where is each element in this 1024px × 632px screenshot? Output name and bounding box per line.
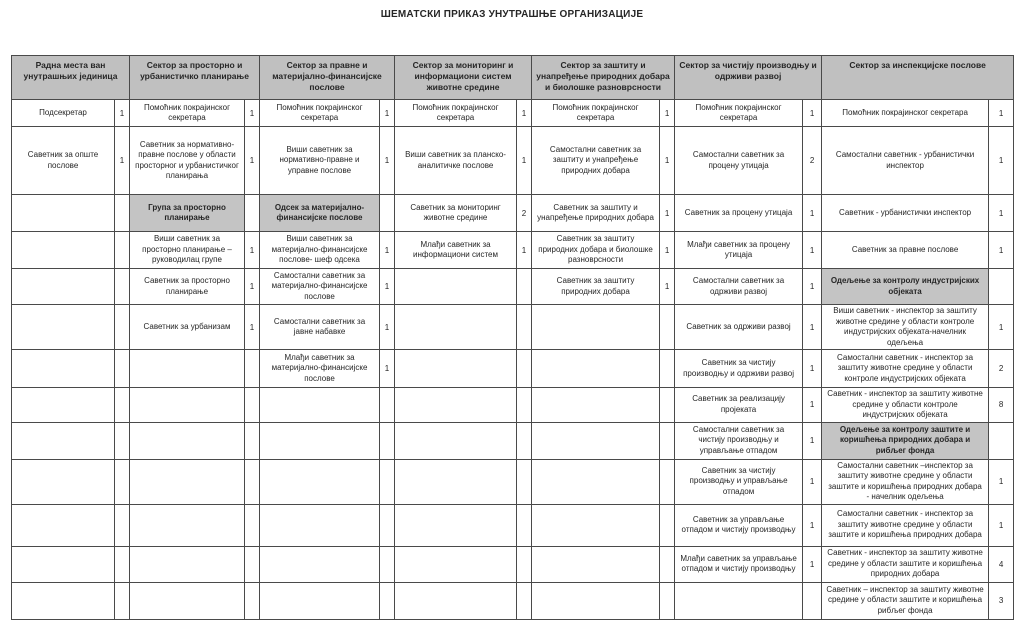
job-title-cell: Самостални саветник - инспектор за заштиту животне средине у области контроле индустријских објеката (822, 350, 989, 388)
headcount-cell: 2 (989, 350, 1014, 388)
headcount-cell: 1 (245, 127, 260, 195)
job-title-cell: Саветник за заштиту природних добара (532, 269, 660, 305)
empty-count-cell (517, 350, 532, 388)
empty-count-cell (245, 350, 260, 388)
sector-header: Сектор за просторно и урбанистичко планирање (130, 56, 260, 100)
empty-count-cell (115, 582, 130, 619)
empty-count-cell (380, 195, 395, 232)
empty-count-cell (660, 504, 675, 546)
headcount-cell: 1 (380, 269, 395, 305)
empty-cell (12, 269, 115, 305)
job-title-cell: Помоћник покрајинског секретара (260, 100, 380, 127)
empty-count-cell (245, 195, 260, 232)
empty-count-cell (245, 422, 260, 459)
job-title-cell: Саветник за правне послове (822, 232, 989, 269)
sector-header: Радна места ван унутрашњих јединица (12, 56, 130, 100)
sector-header: Сектор за чистију производњу и одрживи развој (675, 56, 822, 100)
empty-cell (12, 546, 115, 582)
headcount-cell: 1 (660, 232, 675, 269)
empty-count-cell (115, 195, 130, 232)
headcount-cell: 1 (245, 305, 260, 350)
job-title-cell: Млађи саветник за управљање отпадом и чистију производњу (675, 546, 803, 582)
empty-cell (12, 305, 115, 350)
empty-cell (395, 305, 517, 350)
job-title-cell: Саветник за опште послове (12, 127, 115, 195)
empty-count-cell (517, 422, 532, 459)
job-title-cell: Саветник - инспектор за заштиту животне средине у области заштите и коришћења природних добара (822, 546, 989, 582)
empty-cell (532, 582, 660, 619)
empty-count-cell (245, 459, 260, 504)
empty-count-cell (660, 582, 675, 619)
sector-header: Сектор за правне и материјално-финансијске послове (260, 56, 395, 100)
headcount-cell: 1 (989, 195, 1014, 232)
headcount-cell: 3 (989, 582, 1014, 619)
empty-count-cell (517, 504, 532, 546)
job-title-cell: Саветник за заштиту и унапређење природних добара (532, 195, 660, 232)
job-title-cell: Виши саветник за материјално-финансијске послове- шеф одсека (260, 232, 380, 269)
org-unit-cell: Одељење за контролу заштите и коришћења природних добара и рибљег фонда (822, 422, 989, 459)
job-title-cell: Саветник за чистију производњу и управљање отпадом (675, 459, 803, 504)
headcount-cell: 1 (380, 305, 395, 350)
job-title-cell: Самостални саветник за чистију производњу и управљање отпадом (675, 422, 803, 459)
table-row (12, 546, 1014, 582)
job-title-cell: Саветник за реализацију пројеката (675, 388, 803, 423)
empty-cell (130, 546, 245, 582)
table-row (12, 305, 1014, 350)
table-row (12, 459, 1014, 504)
headcount-cell: 1 (989, 127, 1014, 195)
table-row (12, 100, 1014, 127)
empty-cell (395, 422, 517, 459)
empty-cell (12, 459, 115, 504)
empty-cell (260, 504, 380, 546)
empty-count-cell (380, 504, 395, 546)
job-title-cell: Саветник за чистију производњу и одрживи развој (675, 350, 803, 388)
empty-count-cell (115, 232, 130, 269)
sector-header: Сектор за мониторинг и информациони систем животне средине (395, 56, 532, 100)
job-title-cell: Саветник за нормативно- правне послове у области просторног и урбанистичког планирања (130, 127, 245, 195)
empty-cell (12, 422, 115, 459)
sector-header: Сектор за заштиту и унапређење природних добара и биолошке разноврсности (532, 56, 675, 100)
empty-cell (532, 546, 660, 582)
table-row (12, 504, 1014, 546)
job-title-cell: Самостални саветник - урбанистички инспектор (822, 127, 989, 195)
table-row (12, 269, 1014, 305)
empty-count-cell (660, 305, 675, 350)
headcount-cell: 1 (803, 546, 822, 582)
empty-count-cell (660, 350, 675, 388)
empty-count-cell (115, 546, 130, 582)
empty-cell (12, 504, 115, 546)
headcount-cell: 1 (660, 195, 675, 232)
empty-count-cell (517, 459, 532, 504)
empty-cell (130, 582, 245, 619)
empty-cell (532, 388, 660, 423)
empty-count-cell (245, 546, 260, 582)
empty-cell (260, 582, 380, 619)
empty-cell (130, 422, 245, 459)
empty-cell (395, 388, 517, 423)
empty-count-cell (380, 459, 395, 504)
empty-count-cell (660, 388, 675, 423)
job-title-cell: Самостални саветник за материјално-финансијске послове (260, 269, 380, 305)
headcount-cell: 1 (803, 232, 822, 269)
table-row (12, 127, 1014, 195)
table-row (12, 232, 1014, 269)
empty-count-cell (115, 388, 130, 423)
empty-cell (130, 504, 245, 546)
table-row (12, 582, 1014, 619)
job-title-cell: Помоћник покрајинског секретара (532, 100, 660, 127)
empty-cell (12, 232, 115, 269)
empty-count-cell (517, 388, 532, 423)
empty-cell (395, 504, 517, 546)
empty-count-cell (115, 422, 130, 459)
job-title-cell: Саветник за процену утицаја (675, 195, 803, 232)
headcount-cell: 8 (989, 388, 1014, 423)
job-title-cell: Самостални саветник за заштиту и унапређење природних добара (532, 127, 660, 195)
job-title-cell: Подсекретар (12, 100, 115, 127)
empty-cell (395, 350, 517, 388)
headcount-cell: 1 (115, 100, 130, 127)
headcount-cell: 1 (517, 232, 532, 269)
empty-count-cell (517, 546, 532, 582)
empty-cell (130, 459, 245, 504)
empty-count-cell (245, 582, 260, 619)
headcount-cell: 1 (517, 100, 532, 127)
empty-count-cell (517, 582, 532, 619)
empty-count-cell (115, 350, 130, 388)
headcount-cell: 1 (245, 232, 260, 269)
empty-cell (12, 582, 115, 619)
org-unit-cell: Одсек за материјално-финансијске послове (260, 195, 380, 232)
headcount-cell: 1 (380, 350, 395, 388)
headcount-cell: 1 (803, 195, 822, 232)
job-title-cell: Саветник за мониторинг животне средине (395, 195, 517, 232)
empty-count-cell (245, 504, 260, 546)
empty-cell (260, 459, 380, 504)
headcount-cell: 1 (115, 127, 130, 195)
empty-count-cell (115, 459, 130, 504)
headcount-cell: 1 (380, 127, 395, 195)
headcount-cell: 1 (803, 269, 822, 305)
headcount-cell: 2 (803, 127, 822, 195)
organization-table (11, 55, 1014, 620)
job-title-cell: Млађи саветник за процену утицаја (675, 232, 803, 269)
headcount-cell: 1 (660, 100, 675, 127)
job-title-cell: Самостални саветник - инспектор за заштиту животне средине у области заштите и коришћења природних добара (822, 504, 989, 546)
empty-count-cell (989, 422, 1014, 459)
empty-count-cell (245, 388, 260, 423)
table-row (12, 350, 1014, 388)
job-title-cell: Млађи саветник за материјално-финансијске послове (260, 350, 380, 388)
empty-count-cell (517, 269, 532, 305)
empty-cell (12, 195, 115, 232)
headcount-cell: 1 (245, 269, 260, 305)
headcount-cell: 1 (803, 459, 822, 504)
headcount-cell: 1 (380, 232, 395, 269)
job-title-cell: Виши саветник за планско-аналитичке послове (395, 127, 517, 195)
empty-cell (260, 546, 380, 582)
empty-cell (532, 305, 660, 350)
job-title-cell: Саветник за просторно планирање (130, 269, 245, 305)
job-title-cell: Виши саветник - инспектор за заштиту животне средине у области контроле индустријских објеката-начелник одељења (822, 305, 989, 350)
empty-cell (260, 422, 380, 459)
empty-cell (532, 422, 660, 459)
empty-count-cell (115, 305, 130, 350)
org-unit-cell: Група за просторно планирање (130, 195, 245, 232)
headcount-cell: 1 (660, 127, 675, 195)
job-title-cell: Саветник за управљање отпадом и чистију производњу (675, 504, 803, 546)
empty-count-cell (380, 422, 395, 459)
headcount-cell: 2 (517, 195, 532, 232)
job-title-cell: Самостални саветник за процену утицаја (675, 127, 803, 195)
job-title-cell: Саветник - урбанистички инспектор (822, 195, 989, 232)
table-row (12, 195, 1014, 232)
headcount-cell: 1 (989, 100, 1014, 127)
headcount-cell: 1 (803, 350, 822, 388)
empty-count-cell (380, 582, 395, 619)
empty-cell (675, 582, 803, 619)
headcount-cell: 1 (989, 232, 1014, 269)
headcount-cell: 1 (803, 388, 822, 423)
headcount-cell: 1 (989, 504, 1014, 546)
headcount-cell: 1 (517, 127, 532, 195)
headcount-cell: 1 (989, 305, 1014, 350)
job-title-cell: Помоћник покрајинског секретара (395, 100, 517, 127)
headcount-cell: 1 (245, 100, 260, 127)
job-title-cell: Самостални саветник за одрживи развој (675, 269, 803, 305)
table-row (12, 388, 1014, 423)
empty-count-cell (115, 269, 130, 305)
headcount-cell: 1 (803, 422, 822, 459)
empty-count-cell (115, 504, 130, 546)
job-title-cell: Саветник – инспектор за заштиту животне средине у области заштите и коришћења рибљег фонда (822, 582, 989, 619)
headcount-cell: 4 (989, 546, 1014, 582)
headcount-cell: 1 (989, 459, 1014, 504)
sector-header: Сектор за инспекцијске послове (822, 56, 1014, 100)
job-title-cell: Саветник за заштиту природних добара и биолошке разноврсности (532, 232, 660, 269)
empty-cell (395, 459, 517, 504)
job-title-cell: Саветник - инспектор за заштиту животне средине у области контроле индустријских објеката (822, 388, 989, 423)
empty-cell (395, 582, 517, 619)
empty-count-cell (660, 546, 675, 582)
headcount-cell: 1 (380, 100, 395, 127)
empty-cell (130, 350, 245, 388)
job-title-cell: Помоћник покрајинског секретара (822, 100, 989, 127)
table-header-row (12, 56, 1014, 100)
empty-cell (532, 504, 660, 546)
empty-count-cell (803, 582, 822, 619)
table-row (12, 422, 1014, 459)
empty-count-cell (660, 459, 675, 504)
empty-count-cell (660, 422, 675, 459)
page-title: ШЕМАТСКИ ПРИКАЗ УНУТРАШЊЕ ОРГАНИЗАЦИЈЕ (380, 9, 644, 20)
headcount-cell: 1 (803, 100, 822, 127)
empty-count-cell (517, 305, 532, 350)
job-title-cell: Помоћник покрајинског секретара (130, 100, 245, 127)
job-title-cell: Саветник за одрживи развој (675, 305, 803, 350)
empty-count-cell (989, 269, 1014, 305)
job-title-cell: Млађи саветник за информациони систем (395, 232, 517, 269)
job-title-cell: Самостални саветник –инспектор за заштиту животне средине у области заштите и коришћења природних добара - начелник одељења (822, 459, 989, 504)
job-title-cell: Самостални саветник за јавне набавке (260, 305, 380, 350)
empty-cell (12, 350, 115, 388)
empty-count-cell (380, 388, 395, 423)
job-title-cell: Виши саветник за просторно планирање – руководилац групе (130, 232, 245, 269)
empty-cell (130, 388, 245, 423)
headcount-cell: 1 (660, 269, 675, 305)
org-unit-cell: Одељење за контролу индустријских објеката (822, 269, 989, 305)
job-title-cell: Виши саветник за нормативно-правне и управне послове (260, 127, 380, 195)
job-title-cell: Помоћник покрајинског секретара (675, 100, 803, 127)
empty-cell (12, 388, 115, 423)
empty-cell (395, 269, 517, 305)
job-title-cell: Саветник за урбанизам (130, 305, 245, 350)
empty-count-cell (380, 546, 395, 582)
headcount-cell: 1 (803, 305, 822, 350)
empty-cell (395, 546, 517, 582)
empty-cell (532, 459, 660, 504)
empty-cell (532, 350, 660, 388)
empty-cell (260, 388, 380, 423)
headcount-cell: 1 (803, 504, 822, 546)
